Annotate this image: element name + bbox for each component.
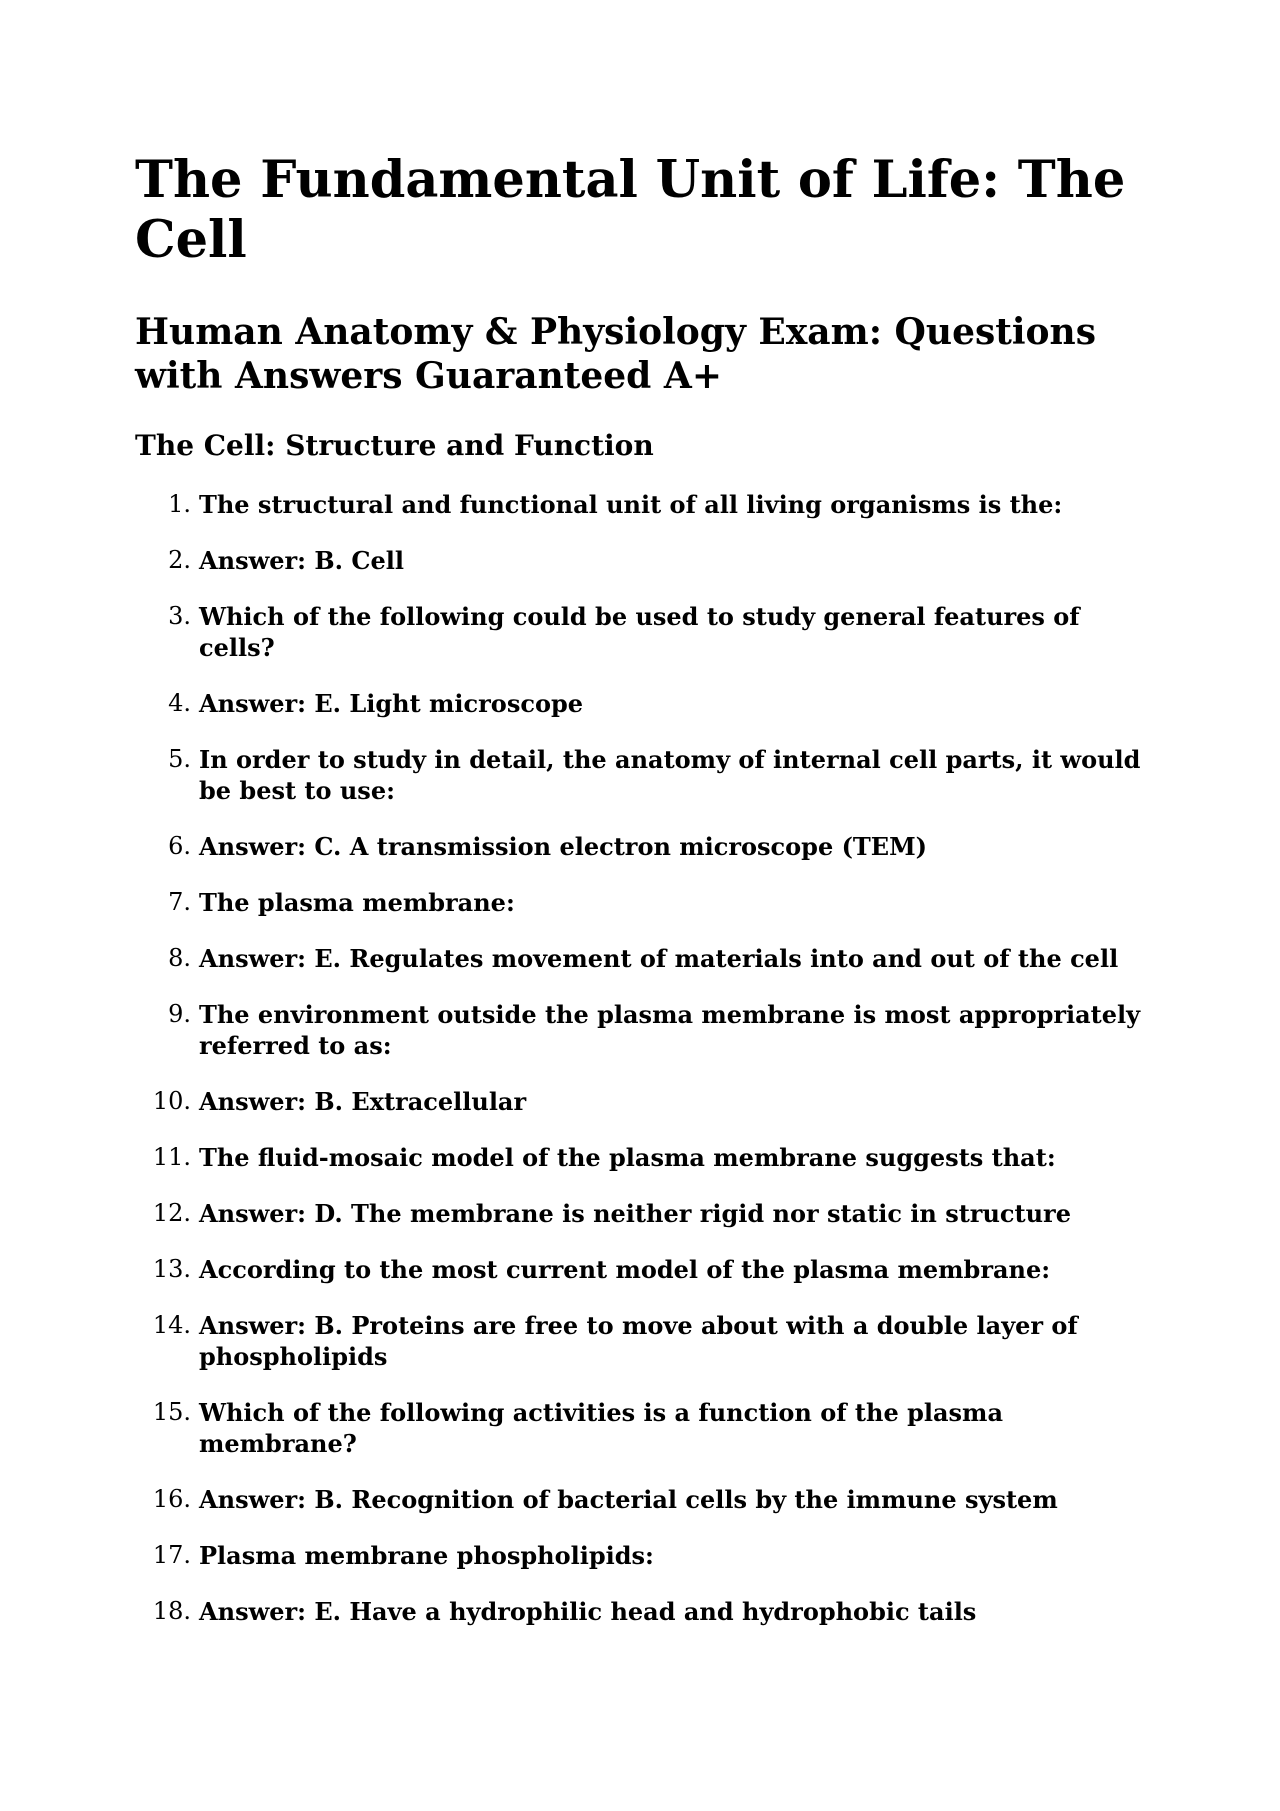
list-item (135, 887, 1155, 918)
item-text: Answer: D. The membrane is neither rigid nor static in structure (199, 1199, 1071, 1228)
item-number: 5. (168, 745, 191, 773)
list-item (135, 688, 1155, 719)
list-item (135, 601, 1155, 663)
list-item (135, 744, 1155, 806)
list-item (135, 1198, 1155, 1229)
item-text: Answer: E. Have a hydrophilic head and hydrophobic tails (199, 1597, 977, 1626)
item-text: Answer: B. Recognition of bacterial cells by the immune system (199, 1485, 1058, 1514)
item-number: 1. (168, 490, 191, 518)
list-item (135, 1397, 1155, 1459)
item-text: The plasma membrane: (199, 888, 515, 917)
item-text: Answer: E. Light microscope (199, 689, 583, 718)
item-text: Answer: B. Extracellular (199, 1087, 527, 1116)
item-text: Answer: C. A transmission electron microscope (TEM) (199, 832, 928, 861)
item-text: Answer: B. Cell (199, 546, 404, 575)
item-text: The fluid-mosaic model of the plasma membrane suggests that: (199, 1143, 1056, 1172)
item-number: 18. (152, 1597, 191, 1625)
list-item (135, 999, 1155, 1061)
item-number: 3. (168, 602, 191, 630)
item-number: 8. (168, 944, 191, 972)
item-text: Which of the following activities is a function of the plasma membrane? (199, 1398, 1003, 1458)
item-text: Answer: B. Proteins are free to move about with a double layer of phospholipids (199, 1311, 1078, 1371)
list-item (135, 1142, 1155, 1173)
item-text: According to the most current model of the plasma membrane: (199, 1255, 1051, 1284)
item-text: The structural and functional unit of all living organisms is the: (199, 490, 1063, 519)
question-answer-list (135, 489, 1155, 1627)
item-number: 11. (152, 1143, 191, 1171)
list-item (135, 1254, 1155, 1285)
item-text: Plasma membrane phospholipids: (199, 1541, 654, 1570)
list-item (135, 1086, 1155, 1117)
list-item (135, 489, 1155, 520)
list-item (135, 1540, 1155, 1571)
item-number: 7. (168, 888, 191, 916)
list-item (135, 1596, 1155, 1627)
section-heading: The Cell: Structure and Function (135, 429, 654, 462)
list-item (135, 831, 1155, 862)
item-text: The environment outside the plasma membrane is most appropriately referred to as: (199, 1000, 1141, 1060)
item-number: 10. (152, 1087, 191, 1115)
item-number: 4. (168, 689, 191, 717)
list-item (135, 1310, 1155, 1372)
document-page (135, 150, 1155, 1652)
item-number: 15. (152, 1398, 191, 1426)
item-number: 2. (168, 546, 191, 574)
item-number: 9. (168, 1000, 191, 1028)
document-title: The Fundamental Unit of Life: The Cell (135, 150, 1126, 270)
list-item (135, 1484, 1155, 1515)
item-number: 13. (152, 1255, 191, 1283)
list-item (135, 943, 1155, 974)
item-number: 12. (152, 1199, 191, 1227)
item-number: 17. (152, 1541, 191, 1569)
item-text: Answer: E. Regulates movement of materials into and out of the cell (199, 944, 1119, 973)
item-text: In order to study in detail, the anatomy of internal cell parts, it would be best to use: (199, 745, 1141, 805)
item-number: 6. (168, 832, 191, 860)
document-subtitle: Human Anatomy & Physiology Exam: Questions with Answers Guaranteed A+ (135, 311, 1096, 397)
item-number: 16. (152, 1485, 191, 1513)
item-number: 14. (152, 1311, 191, 1339)
item-text: Which of the following could be used to study general features of cells? (199, 602, 1080, 662)
list-item (135, 545, 1155, 576)
